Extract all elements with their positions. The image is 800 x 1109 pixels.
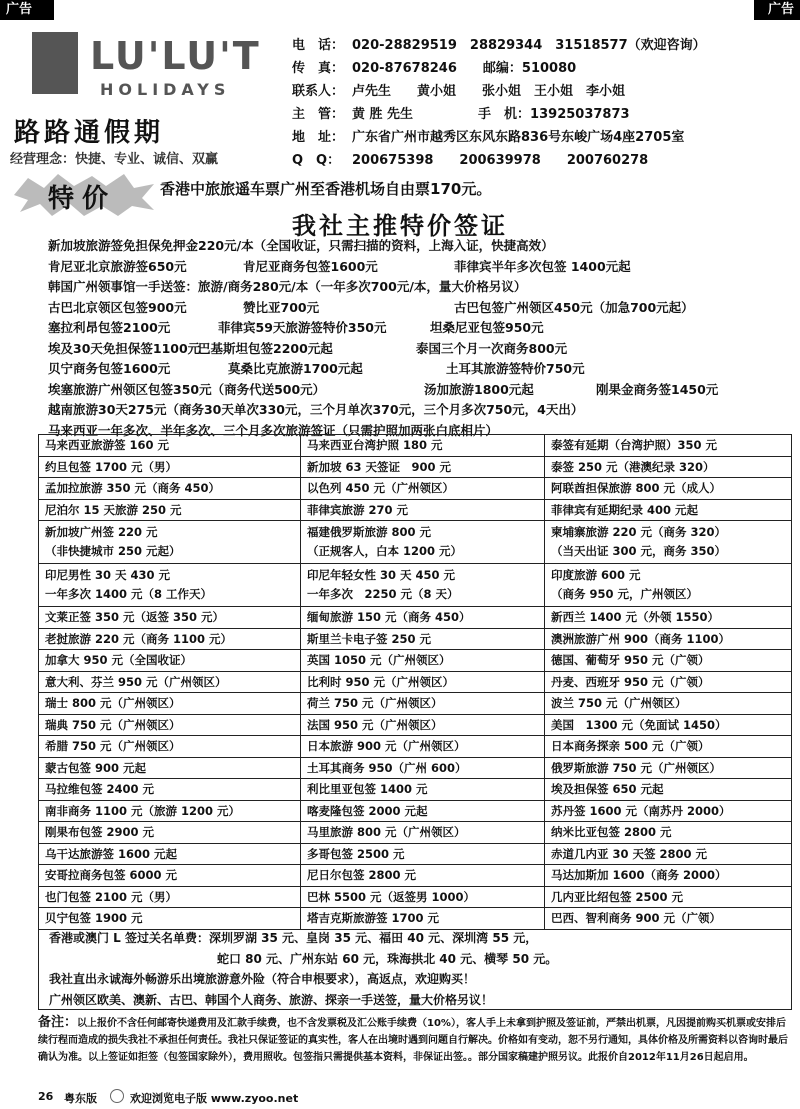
logo-chinese: 路路通假期 bbox=[14, 118, 165, 148]
table-cell: 希腊 750 元（广州领区） bbox=[39, 736, 301, 758]
table-row bbox=[39, 822, 792, 844]
table-row bbox=[39, 499, 792, 521]
visa-item: 菲律宾半年多次包签 1400元起 bbox=[454, 258, 631, 274]
table-cell: 泰签 250 元（港澳纪录 320） bbox=[545, 456, 792, 478]
table-cell: 日本旅游 900 元（广州领区） bbox=[301, 736, 545, 758]
table-cell: 澳洲旅游广州 900（商务 1100） bbox=[545, 628, 792, 650]
contact-key: 传 真： bbox=[292, 61, 345, 76]
table-cell: 约旦包签 1700 元（男） bbox=[39, 456, 301, 478]
contact-value: 黄 胜 先生 手 机：13925037873 bbox=[352, 107, 630, 122]
contact-key: 主 管： bbox=[292, 107, 345, 122]
visa-line bbox=[48, 318, 788, 339]
visa-line bbox=[48, 400, 788, 421]
table-row bbox=[39, 908, 792, 930]
contact-row bbox=[292, 34, 792, 57]
table-cell: 多哥包签 2500 元 bbox=[301, 843, 545, 865]
visa-line bbox=[48, 380, 788, 401]
visa-item: 土耳其旅游签特价750元 bbox=[446, 361, 585, 376]
table-row bbox=[39, 671, 792, 693]
logo-brand: LU'LU'T bbox=[90, 34, 261, 78]
table-row bbox=[39, 607, 792, 629]
note-line: 我社直出永诚海外畅游乐出境旅游意外险（符合申根要求），高返点，欢迎购买！ bbox=[49, 972, 476, 986]
contact-row bbox=[292, 80, 792, 103]
note-line: 广州领区欧美、澳新、古巴、韩国个人商务、旅游、探亲一手送签，量大价格另议！ bbox=[49, 992, 494, 1007]
table-cell: 荷兰 750 元（广州领区） bbox=[301, 693, 545, 715]
visa-item: 赞比亚700元 bbox=[243, 299, 320, 315]
table-cell: 尼日尔包签 2800 元 bbox=[301, 865, 545, 887]
table-cell: 新加坡广州签 220 元 （非快捷城市 250 元起） bbox=[39, 521, 301, 564]
contact-value: 200675398 200639978 200760278 bbox=[352, 153, 649, 168]
contact-row bbox=[292, 126, 792, 149]
contact-row bbox=[292, 149, 792, 172]
table-cell: 阿联酋担保旅游 800 元（成人） bbox=[545, 478, 792, 500]
visa-line bbox=[48, 257, 788, 278]
visa-list bbox=[48, 236, 788, 441]
logo-mark-icon bbox=[32, 32, 78, 94]
contact-value: 广东省广州市越秀区东风东路836号东峻广场4座2705室 bbox=[352, 130, 685, 145]
contact-value: 卢先生 黄小姐 张小姐 王小姐 李小姐 bbox=[352, 84, 626, 99]
table-row bbox=[39, 628, 792, 650]
visa-item: 埃及30天免担保签1100元 bbox=[48, 340, 201, 356]
contact-block bbox=[292, 34, 792, 172]
table-cell: 马达加斯加 1600（商务 2000） bbox=[545, 865, 792, 887]
table-cell: 利比里亚包签 1400 元 bbox=[301, 779, 545, 801]
table-row bbox=[39, 650, 792, 672]
contact-value: 020-28829519 28829344 31518577（欢迎咨询） bbox=[352, 38, 706, 53]
table-cell: 蒙古包签 900 元起 bbox=[39, 757, 301, 779]
note-line: 香港或澳门 L 签过关名单费：深圳罗湖 35 元、皇岗 35 元、福田 40 元、深圳湾 55 元， bbox=[49, 931, 538, 945]
edition: 粤东版 bbox=[64, 1092, 97, 1105]
visa-price-table bbox=[38, 434, 792, 930]
contact-key: 电 话： bbox=[292, 38, 345, 53]
table-cell: 苏丹签 1600 元（南苏丹 2000） bbox=[545, 800, 792, 822]
table-cell: 印尼男性 30 天 430 元 一年多次 1400 元（8 工作天） bbox=[39, 564, 301, 607]
table-cell: 马拉维包签 2400 元 bbox=[39, 779, 301, 801]
table-row bbox=[39, 693, 792, 715]
table-cell: 加拿大 950 元（全国收证） bbox=[39, 650, 301, 672]
table-cell: 印度旅游 600 元 （商务 950 元，广州领区） bbox=[545, 564, 792, 607]
visa-line bbox=[48, 359, 788, 380]
visa-item: 古巴包签广州领区450元（加急700元起） bbox=[454, 299, 694, 315]
table-cell: 福建俄罗斯旅游 800 元 （正规客人，白本 1200 元） bbox=[301, 521, 545, 564]
visa-item: 肯尼亚北京旅游签650元 bbox=[48, 258, 187, 274]
table-row bbox=[39, 435, 792, 457]
table-cell: 乌干达旅游签 1600 元起 bbox=[39, 843, 301, 865]
visa-item: 塞拉利昂包签2100元 bbox=[48, 320, 171, 335]
visa-line bbox=[48, 298, 788, 319]
table-cell: 俄罗斯旅游 750 元（广州领区） bbox=[545, 757, 792, 779]
table-cell: 马来西亚旅游签 160 元 bbox=[39, 435, 301, 457]
note-line: 蛇口 80 元、广州东站 60 元，珠海拱北 40 元、横琴 50 元。 bbox=[49, 951, 558, 966]
table-row bbox=[39, 779, 792, 801]
remark-label: 备注： bbox=[38, 1015, 78, 1030]
table-cell: 安哥拉商务包签 6000 元 bbox=[39, 865, 301, 887]
table-cell: 尼泊尔 15 天旅游 250 元 bbox=[39, 499, 301, 521]
table-cell: 日本商务探亲 500 元（广领） bbox=[545, 736, 792, 758]
table-cell: 波兰 750 元（广州领区） bbox=[545, 693, 792, 715]
table-cell: 菲律宾旅游 270 元 bbox=[301, 499, 545, 521]
table-cell: 德国、葡萄牙 950 元（广领） bbox=[545, 650, 792, 672]
table-row bbox=[39, 456, 792, 478]
visa-item: 古巴北京领区包签900元 bbox=[48, 299, 187, 315]
visa-item: 巴基斯坦包签2200元起 bbox=[198, 340, 333, 356]
contact-key: Q Q： bbox=[292, 153, 341, 168]
table-cell: 孟加拉旅游 350 元（商务 450） bbox=[39, 478, 301, 500]
contact-row bbox=[292, 103, 792, 126]
table-cell: 法国 950 元（广州领区） bbox=[301, 714, 545, 736]
table-cell: 喀麦隆包签 2000 元起 bbox=[301, 800, 545, 822]
table-cell: 印尼年轻女性 30 天 450 元 一年多次 2250 元（8 天） bbox=[301, 564, 545, 607]
table-cell: 菲律宾有延期纪录 400 元起 bbox=[545, 499, 792, 521]
table-cell: 巴西、智利商务 900 元（广领） bbox=[545, 908, 792, 930]
table-row bbox=[39, 843, 792, 865]
visa-line bbox=[48, 236, 788, 257]
table-cell: 意大利、芬兰 950 元（广州领区） bbox=[39, 671, 301, 693]
visa-item: 新加坡旅游签免担保免押金220元/本（全国收证，只需扫描的资料，上海入证，快捷高效） bbox=[48, 238, 554, 253]
table-cell: 英国 1050 元（广州领区） bbox=[301, 650, 545, 672]
table-cell: 新加坡 63 天签证 900 元 bbox=[301, 456, 545, 478]
table-cell: 马里旅游 800 元（广州领区） bbox=[301, 822, 545, 844]
visa-item: 韩国广州领事馆一手送签：旅游/商务280元/本（一年多次700元/本，量大价格另议） bbox=[48, 279, 527, 294]
table-cell: 瑞典 750 元（广州领区） bbox=[39, 714, 301, 736]
table-cell: 马来西亚台湾护照 180 元 bbox=[301, 435, 545, 457]
table-cell: 巴林 5500 元（返签男 1000） bbox=[301, 886, 545, 908]
table-cell: 斯里兰卡电子签 250 元 bbox=[301, 628, 545, 650]
table-row bbox=[39, 800, 792, 822]
table-cell: 丹麦、西班牙 950 元（广领） bbox=[545, 671, 792, 693]
ad-tag-right: 广告 bbox=[754, 0, 800, 20]
contact-key: 联系人： bbox=[292, 84, 345, 99]
visa-item: 马来西亚一年多次、半年多次、三个月多次旅游签证（只需护照加两张白底相片） bbox=[48, 422, 499, 438]
remark-text: 以上报价不含任何邮寄快递费用及汇款手续费，也不含发票税及汇公账手续费（10%），客人手上未拿到护照及签证前，严禁出机票，凡因提前购买机票或安排后续行程而造成的损失我社不承担任何责任。我社只保证签证的真实性，客人在出境时遇到问题自行解决。价格如有变动，恕不另行通知，具体价格及所需资料以咨询时最后确认为准。以上签证如拒签（包签国家除外），费用照收。包签指只需提供基本资料，非保证出签。。部分国家稿建护照另议。此报价自2012年11月26日起启用。 bbox=[38, 1018, 788, 1063]
visa-item: 贝宁商务包签1600元 bbox=[48, 361, 171, 376]
table-cell: 塔吉克斯旅游签 1700 元 bbox=[301, 908, 545, 930]
visa-item: 刚果金商务签1450元 bbox=[596, 381, 719, 397]
contact-row bbox=[292, 57, 792, 80]
visa-item: 肯尼亚商务包签1600元 bbox=[243, 258, 378, 274]
table-row bbox=[39, 886, 792, 908]
table-cell: 以色列 450 元（广州领区） bbox=[301, 478, 545, 500]
contact-value: 020-87678246 邮编：510080 bbox=[352, 61, 577, 76]
table-cell: 土耳其商务 950（广州 600） bbox=[301, 757, 545, 779]
logo-sub: HOLIDAYS bbox=[100, 80, 231, 99]
visa-item: 汤加旅游1800元起 bbox=[424, 381, 534, 397]
table-cell: 赤道几内亚 30 天签 2800 元 bbox=[545, 843, 792, 865]
visa-item: 埃塞旅游广州领区包签350元（商务代送500元） bbox=[48, 381, 326, 397]
page-title: 我社主推特价签证 bbox=[292, 211, 508, 240]
table-cell: 南非商务 1100 元（旅游 1200 元） bbox=[39, 800, 301, 822]
table-cell: 也门包签 2100 元（男） bbox=[39, 886, 301, 908]
table-cell: 埃及担保签 650 元起 bbox=[545, 779, 792, 801]
visa-line bbox=[48, 339, 788, 360]
table-cell: 瑞士 800 元（广州领区） bbox=[39, 693, 301, 715]
table-row bbox=[39, 478, 792, 500]
table-row bbox=[39, 736, 792, 758]
remark bbox=[38, 1014, 794, 1066]
page-number: 26 bbox=[38, 1090, 54, 1103]
table-cell: 刚果布包签 2900 元 bbox=[39, 822, 301, 844]
visa-item: 越南旅游30天275元（商务30天单次330元，三个月单次370元，三个月多次750元，4天出） bbox=[48, 402, 584, 417]
table-cell: 几内亚比绍包签 2500 元 bbox=[545, 886, 792, 908]
table-row bbox=[39, 521, 792, 564]
special-badge-text: 特价 bbox=[48, 184, 117, 214]
table-cell: 老挝旅游 220 元（商务 1100 元） bbox=[39, 628, 301, 650]
visa-item: 坦桑尼亚包签950元 bbox=[430, 320, 544, 335]
logo-circle-icon bbox=[110, 1089, 124, 1103]
table-row bbox=[39, 564, 792, 607]
ad-tag-left: 广告 bbox=[0, 0, 54, 20]
special-offer: 香港中旅旅遥车票广州至香港机场自由票170元。 bbox=[160, 180, 492, 198]
notes-box bbox=[38, 928, 792, 1010]
visa-item: 菲律宾59天旅游签特价350元 bbox=[218, 320, 387, 335]
table-cell: 柬埔寨旅游 220 元（商务 320） （当天出证 300 元，商务 350） bbox=[545, 521, 792, 564]
table-cell: 贝宁包签 1900 元 bbox=[39, 908, 301, 930]
table-cell: 纳米比亚包签 2800 元 bbox=[545, 822, 792, 844]
table-cell: 美国 1300 元（免面试 1450） bbox=[545, 714, 792, 736]
contact-key: 地 址： bbox=[292, 130, 345, 145]
visa-item: 泰国三个月一次商务800元 bbox=[416, 340, 568, 356]
table-row bbox=[39, 865, 792, 887]
table-cell: 泰签有延期（台湾护照）350 元 bbox=[545, 435, 792, 457]
visa-item: 莫桑比克旅游1700元起 bbox=[228, 361, 363, 376]
visa-line bbox=[48, 277, 788, 298]
table-cell: 缅甸旅游 150 元（商务 450） bbox=[301, 607, 545, 629]
table-row bbox=[39, 757, 792, 779]
logo bbox=[8, 28, 278, 168]
table-cell: 文莱正签 350 元（返签 350 元） bbox=[39, 607, 301, 629]
table-row bbox=[39, 714, 792, 736]
table-cell: 新西兰 1400 元（外领 1550） bbox=[545, 607, 792, 629]
motto: 经营理念：快捷、专业、诚信、双赢 bbox=[10, 152, 219, 167]
table-cell: 比利时 950 元（广州领区） bbox=[301, 671, 545, 693]
website: 欢迎浏览电子版 www.zyoo.net bbox=[130, 1092, 299, 1105]
